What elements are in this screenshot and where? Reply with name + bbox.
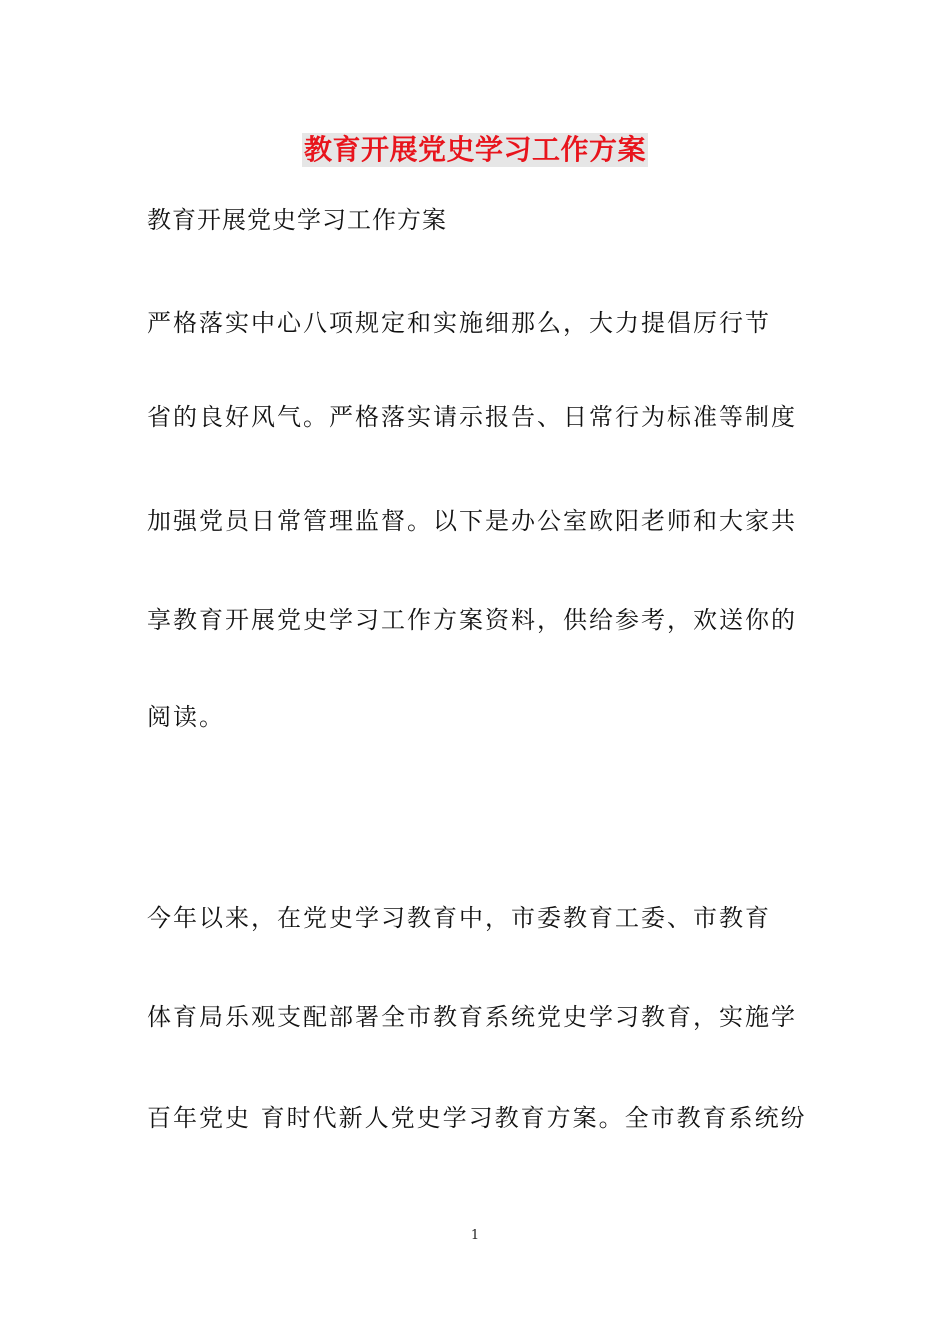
paragraph-line: 今年以来，在党史学习教育中，市委教育工委、市教育 bbox=[147, 904, 771, 932]
paragraph-line: 百年党史 育时代新人党史学习教育方案。全市教育系统纷 bbox=[147, 1104, 807, 1132]
page-number: 1 bbox=[470, 1228, 480, 1243]
paragraph-line: 省的良好风气。严格落实请示报告、日常行为标准等制度 bbox=[147, 403, 797, 431]
paragraph-line: 阅读。 bbox=[147, 703, 225, 731]
paragraph-line: 严格落实中心八项规定和实施细那么，大力提倡厉行节 bbox=[147, 309, 771, 337]
document-title: 教育开展党史学习工作方案 bbox=[303, 133, 646, 166]
paragraph-line: 享教育开展党史学习工作方案资料，供给参考，欢送你的 bbox=[147, 606, 797, 634]
document-subtitle: 教育开展党史学习工作方案 bbox=[147, 206, 447, 234]
paragraph-line: 加强党员日常管理监督。以下是办公室欧阳老师和大家共 bbox=[147, 507, 797, 535]
paragraph-line: 体育局乐观支配部署全市教育系统党史学习教育，实施学 bbox=[147, 1003, 797, 1031]
title-container bbox=[0, 133, 950, 167]
